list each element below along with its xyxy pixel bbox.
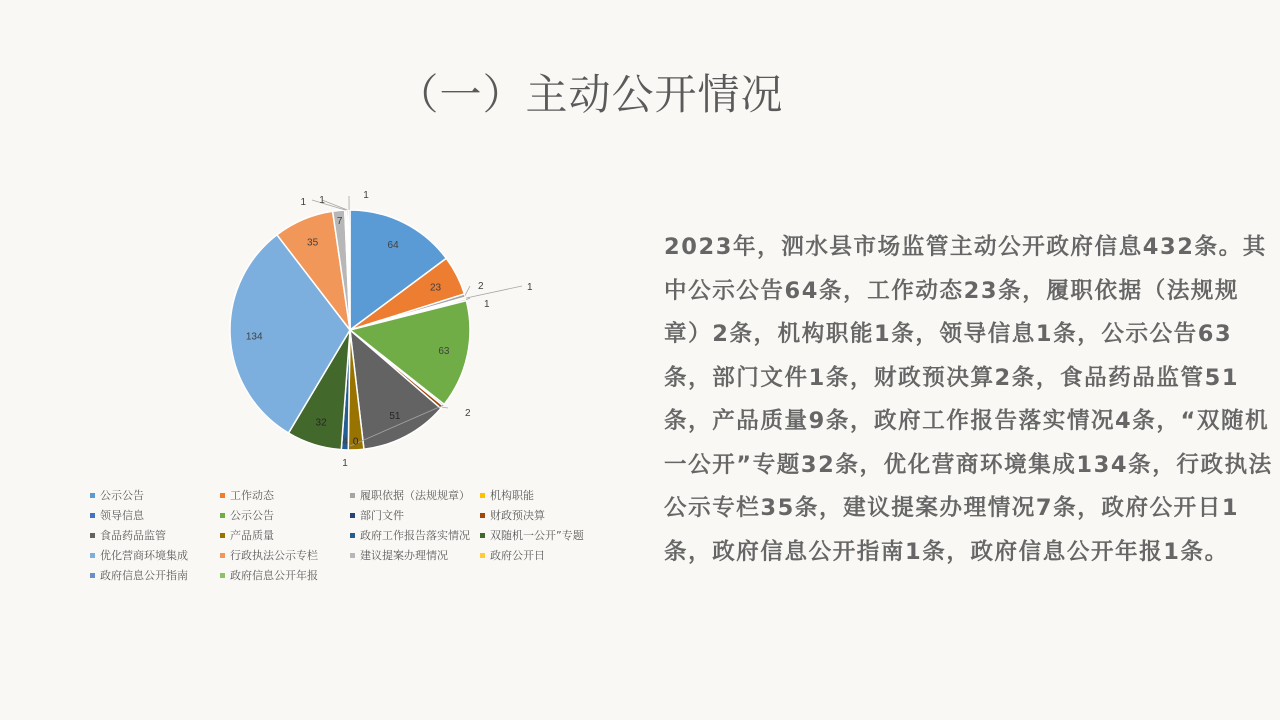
pie-data-label: 1 <box>300 197 306 208</box>
pie-data-label: 7 <box>336 216 343 228</box>
legend-label: 行政执法公示专栏 <box>230 549 318 562</box>
legend-item <box>480 528 610 542</box>
legend-item <box>350 548 480 562</box>
legend-swatch <box>480 493 485 498</box>
legend-item <box>220 548 350 562</box>
legend-label: 政府公开日 <box>490 549 545 562</box>
page-title: （一）主动公开情况 <box>396 70 784 119</box>
legend-swatch <box>350 553 355 558</box>
summary-text: 2023年，泗水县市场监管主动公开政府信息432条。其中公示公告64条，工作动态23条，履职依据（法规规章）2条，机构职能1条，领导信息1条，公示公告63条，部门文件1条，财政预决算2条，食品药品监管51条，产品质量9条，政府工作报告落实情况4条，“双随机一公开”专题32条，优化营商环境集成134条，行政执法公示专栏35条，建议提案办理情况7条，政府公开日1条，政府信息公开指南1条，政府信息公开年报1条。 <box>664 234 1273 565</box>
legend-item <box>220 568 350 582</box>
legend-swatch <box>350 493 355 498</box>
legend-item <box>480 548 610 562</box>
legend-item <box>90 548 220 562</box>
pie-data-label: 63 <box>438 346 450 358</box>
legend-item <box>90 508 220 522</box>
legend-swatch <box>220 573 225 578</box>
pie-data-label: 2 <box>465 408 471 419</box>
legend-swatch <box>480 513 485 518</box>
legend-item <box>220 508 350 522</box>
legend-label: 公示公告 <box>230 509 274 522</box>
leader-line <box>465 286 470 296</box>
legend-item <box>220 528 350 542</box>
leader-line <box>442 407 448 408</box>
legend-label: 优化营商环境集成 <box>100 549 188 562</box>
legend-item <box>480 508 610 522</box>
chart-legend <box>90 488 610 582</box>
legend-label: 政府工作报告落实情况 <box>360 529 470 542</box>
legend-label: 领导信息 <box>100 509 144 522</box>
pie-data-label: 2 <box>478 281 484 292</box>
legend-item <box>90 568 220 582</box>
legend-swatch <box>220 513 225 518</box>
pie-data-label: 51 <box>389 410 401 422</box>
pie-data-label: 134 <box>245 331 263 343</box>
pie-data-label: 1 <box>319 195 325 206</box>
legend-label: 工作动态 <box>230 489 274 502</box>
legend-label: 政府信息公开指南 <box>100 569 188 582</box>
pie-data-label: 1 <box>342 458 348 469</box>
pie-data-label: 0 <box>352 436 359 448</box>
legend-label: 双随机一公开”专题 <box>490 529 584 542</box>
legend-item <box>350 488 480 502</box>
legend-swatch <box>220 493 225 498</box>
legend-swatch <box>220 533 225 538</box>
legend-swatch <box>480 553 485 558</box>
pie-data-label: 1 <box>484 299 490 310</box>
pie-chart <box>0 0 640 480</box>
legend-item <box>480 488 610 502</box>
legend-label: 履职依据（法规规章） <box>360 489 470 502</box>
leader-line <box>312 200 346 210</box>
pie-data-label: 23 <box>429 282 442 294</box>
pie-data-label: 35 <box>307 237 319 249</box>
legend-item <box>90 488 220 502</box>
legend-label: 机构职能 <box>490 489 534 502</box>
legend-swatch <box>350 533 355 538</box>
legend-swatch <box>90 533 95 538</box>
legend-label: 建议提案办理情况 <box>360 549 448 562</box>
legend-label: 部门文件 <box>360 509 404 522</box>
pie-data-label: 1 <box>527 282 533 293</box>
legend-swatch <box>90 553 95 558</box>
legend-label: 政府信息公开年报 <box>230 569 318 582</box>
legend-item <box>220 488 350 502</box>
pie-data-label: 1 <box>363 190 369 201</box>
legend-item <box>350 528 480 542</box>
leader-line <box>466 286 522 298</box>
legend-item <box>350 508 480 522</box>
legend-swatch <box>90 573 95 578</box>
legend-label: 公示公告 <box>100 489 144 502</box>
leader-line <box>322 200 347 210</box>
pie-data-label: 4 <box>342 436 348 448</box>
pie-data-label: 64 <box>387 240 399 252</box>
legend-item <box>90 528 220 542</box>
legend-swatch <box>90 513 95 518</box>
pie-data-label: 32 <box>315 417 327 429</box>
legend-label: 产品质量 <box>230 529 274 542</box>
legend-swatch <box>90 493 95 498</box>
legend-label: 财政预决算 <box>490 509 545 522</box>
legend-label: 食品药品监管 <box>100 529 166 542</box>
legend-swatch <box>480 533 485 538</box>
legend-swatch <box>220 553 225 558</box>
legend-swatch <box>350 513 355 518</box>
